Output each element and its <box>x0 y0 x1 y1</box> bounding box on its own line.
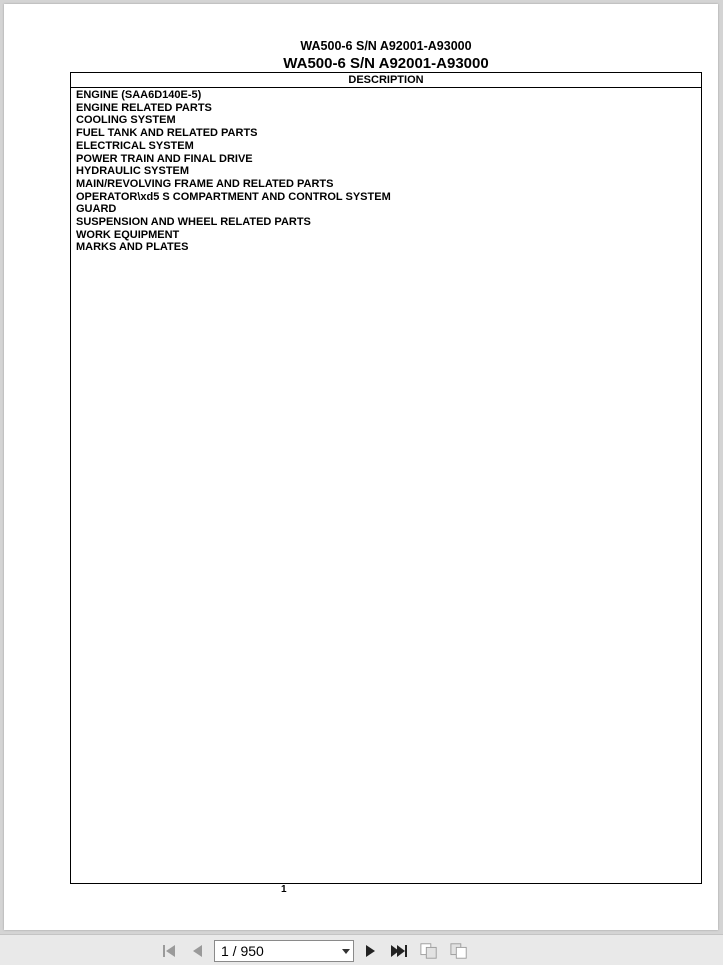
chevron-down-icon <box>342 949 350 954</box>
document-title-large: WA500-6 S/N A92001-A93000 <box>283 55 489 72</box>
last-page-button[interactable] <box>390 942 408 960</box>
last-page-icon <box>390 943 408 959</box>
list-item: HYDRAULIC SYSTEM <box>76 165 190 178</box>
list-item: ENGINE (SAA6D140E-5) <box>76 89 202 101</box>
table-header-description: DESCRIPTION <box>71 73 701 88</box>
page-indicator: 1 / 950 <box>221 943 264 959</box>
document-page <box>4 4 718 930</box>
page-selector[interactable] <box>214 940 354 962</box>
navigation-toolbar <box>0 934 723 965</box>
list-item: POWER TRAIN AND FINAL DRIVE <box>76 152 253 165</box>
list-item: WORK EQUIPMENT <box>76 228 180 241</box>
next-page-button[interactable] <box>362 942 380 960</box>
next-page-icon <box>363 943 379 959</box>
single-page-view-icon <box>420 942 438 960</box>
list-item: FUEL TANK AND RELATED PARTS <box>76 127 258 140</box>
previous-page-icon <box>189 943 205 959</box>
page-number-footer: 1 <box>281 884 287 895</box>
two-page-view-icon <box>450 942 468 960</box>
description-list <box>71 88 701 254</box>
description-table <box>70 72 702 884</box>
list-item: COOLING SYSTEM <box>76 114 176 127</box>
list-item: OPERATOR\xd5 S COMPARTMENT AND CONTROL SYSTEM <box>76 190 391 203</box>
first-page-icon <box>161 943 177 959</box>
list-item: ELECTRICAL SYSTEM <box>76 139 194 152</box>
list-item: ENGINE RELATED PARTS <box>76 101 212 114</box>
single-page-view-button[interactable] <box>420 942 438 960</box>
list-item: GUARD <box>76 203 117 216</box>
first-page-button[interactable] <box>160 942 178 960</box>
document-title-small: WA500-6 S/N A92001-A93000 <box>300 39 472 53</box>
two-page-view-button[interactable] <box>450 942 468 960</box>
list-item: SUSPENSION AND WHEEL RELATED PARTS <box>76 216 311 229</box>
list-item: MARKS AND PLATES <box>76 241 189 254</box>
list-item: MAIN/REVOLVING FRAME AND RELATED PARTS <box>76 177 334 190</box>
previous-page-button[interactable] <box>188 942 206 960</box>
